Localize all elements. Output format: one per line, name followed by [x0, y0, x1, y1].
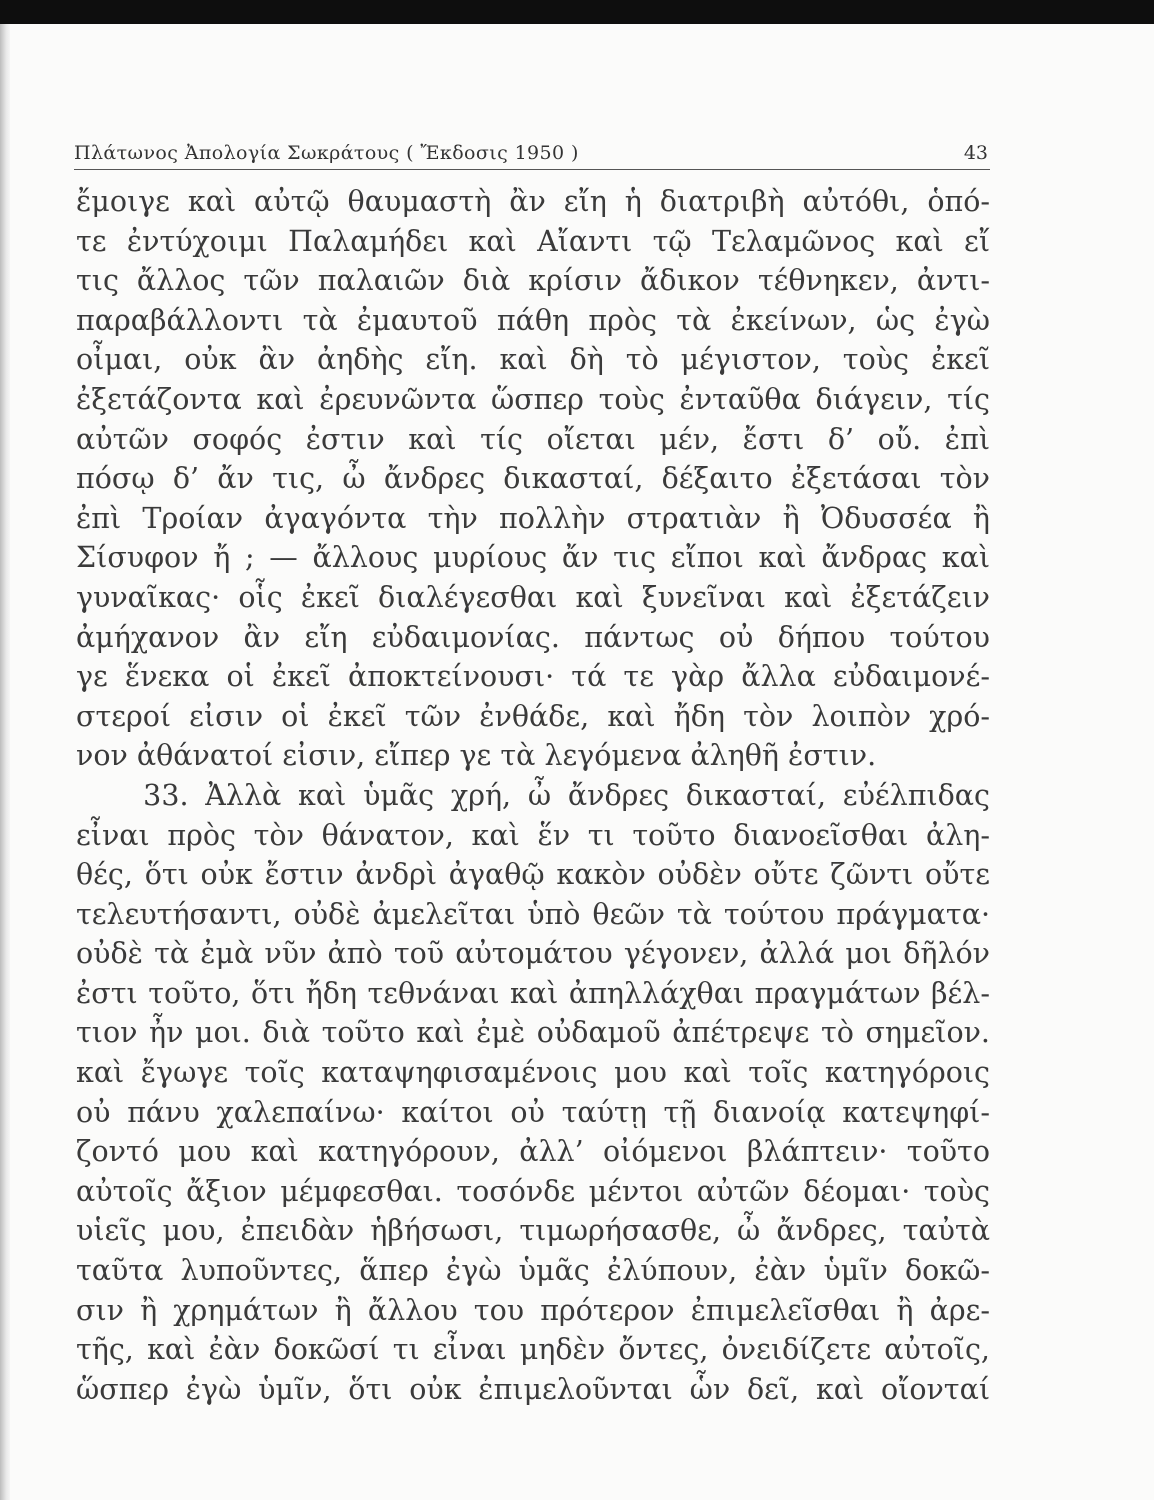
page-binding-edge	[0, 24, 10, 1500]
text-line: υἱεῖς μου, ἐπειδὰν ἡβήσωσι, τιμωρήσασθε, ὦ ἄνδρες, ταὐτὰ	[76, 1214, 990, 1248]
text-line: αὐτοῖς ἄξιον μέμφεσθαι. τοσόνδε μέντοι αὐτῶν δέομαι· τοὺς	[76, 1174, 990, 1208]
text-line: ἐστι τοῦτο, ὅτι ἤδη τεθνάναι καὶ ἀπηλλάχθαι πραγμάτων βέλ-	[76, 976, 990, 1010]
page-number: 43	[963, 142, 988, 164]
running-title: Πλάτωνος Ἀπολογία Σωκράτους ( Ἔκδοσις 1950 )	[74, 142, 579, 164]
text-line: ὥσπερ ἐγὼ ὑμῖν, ὅτι οὐκ ἐπιμελοῦνται ὧν δεῖ, καὶ οἴονταί	[76, 1372, 990, 1406]
text-line: γυναῖκας· οἷς ἐκεῖ διαλέγεσθαι καὶ ξυνεῖναι καὶ ἐξετάζειν	[76, 580, 990, 614]
text-line: οἶμαι, οὐκ ἂν ἀηδὴς εἴη. καὶ δὴ τὸ μέγιστον, τοὺς ἐκεῖ	[76, 343, 990, 377]
text-line: νον ἀθάνατοί εἰσιν, εἴπερ γε τὰ λεγόμενα ἀληθῆ ἐστιν.	[76, 739, 877, 773]
text-line: τις ἄλλος τῶν παλαιῶν διὰ κρίσιν ἄδικον τέθνηκεν, ἀντι-	[76, 264, 990, 298]
text-line: τιον ἦν μοι. διὰ τοῦτο καὶ ἐμὲ οὐδαμοῦ ἀπέτρεψε τὸ σημεῖον.	[76, 1016, 990, 1050]
greek-text-body	[76, 182, 990, 1409]
text-line: ζοντό μου καὶ κατηγόρουν, ἀλλ’ οἰόμενοι βλάπτειν· τοῦτο	[76, 1135, 990, 1169]
text-line: ἐπὶ Τροίαν ἀγαγόντα τὴν πολλὴν στρατιὰν ἢ Ὀδυσσέα ἢ	[76, 501, 990, 535]
text-line: ἐξετάζοντα καὶ ἐρευνῶντα ὥσπερ τοὺς ἐνταῦθα διάγειν, τίς	[76, 382, 990, 416]
text-line: οὐδὲ τὰ ἐμὰ νῦν ἀπὸ τοῦ αὐτομάτου γέγονεν, ἀλλά μοι δῆλόν	[76, 937, 990, 971]
text-line: εἶναι πρὸς τὸν θάνατον, καὶ ἕν τι τοῦτο διανοεῖσθαι ἀλη-	[76, 818, 990, 852]
text-line: θές, ὅτι οὐκ ἔστιν ἀνδρὶ ἀγαθῷ κακὸν οὐδὲν οὔτε ζῶντι οὔτε	[76, 858, 990, 892]
text-line: σιν ἢ χρημάτων ἢ ἄλλου του πρότερον ἐπιμελεῖσθαι ἢ ἀρε-	[76, 1293, 990, 1327]
text-line: ἀμήχανον ἂν εἴη εὐδαιμονίας. πάντως οὐ δήπου τούτου	[76, 620, 990, 654]
text-line: οὐ πάνυ χαλεπαίνω· καίτοι οὐ ταύτῃ τῇ διανοίᾳ κατεψηφί-	[76, 1095, 990, 1129]
text-line: τελευτήσαντι, οὐδὲ ἀμελεῖται ὑπὸ θεῶν τὰ τούτου πράγματα·	[76, 897, 990, 931]
page-header	[74, 139, 990, 170]
scan-top-border	[0, 0, 1154, 24]
text-line: αὐτῶν σοφός ἐστιν καὶ τίς οἴεται μέν, ἔστι δ’ οὔ. ἐπὶ	[76, 422, 990, 456]
section-start-line: 33. Ἀλλὰ καὶ ὑμᾶς χρή, ὦ ἄνδρες δικασταί, εὐέλπιδας	[76, 778, 990, 812]
text-line: στεροί εἰσιν οἱ ἐκεῖ τῶν ἐνθάδε, καὶ ἤδη τὸν λοιπὸν χρό-	[76, 699, 990, 733]
text-line: πόσῳ δ’ ἄν τις, ὦ ἄνδρες δικασταί, δέξαιτο ἐξετάσαι τὸν	[76, 462, 990, 496]
text-line: τῆς, καὶ ἐὰν δοκῶσί τι εἶναι μηδὲν ὄντες, ὀνειδίζετε αὐτοῖς,	[76, 1333, 990, 1367]
text-line: καὶ ἔγωγε τοῖς καταψηφισαμένοις μου καὶ τοῖς κατηγόροις	[76, 1056, 990, 1090]
text-line: τε ἐντύχοιμι Παλαμήδει καὶ Αἴαντι τῷ Τελαμῶνος καὶ εἴ	[76, 224, 990, 258]
text-line: ἔμοιγε καὶ αὐτῷ θαυμαστὴ ἂν εἴη ἡ διατριβὴ αὐτόθι, ὁπό-	[76, 185, 990, 218]
text-line: παραβάλλοντι τὰ ἐμαυτοῦ πάθη πρὸς τὰ ἐκείνων, ὡς ἐγὼ	[76, 303, 990, 337]
text-line: γε ἕνεκα οἱ ἐκεῖ ἀποκτείνουσι· τά τε γὰρ ἄλλα εὐδαιμονέ-	[76, 660, 990, 694]
text-line: ταῦτα λυποῦντες, ἅπερ ἐγὼ ὑμᾶς ἐλύπουν, ἐὰν ὑμῖν δοκῶ-	[76, 1254, 990, 1288]
book-page	[10, 24, 1154, 1500]
text-line: Σίσυφον ἤ ; — ἄλλους μυρίους ἄν τις εἴποι καὶ ἄνδρας καὶ	[76, 541, 990, 575]
